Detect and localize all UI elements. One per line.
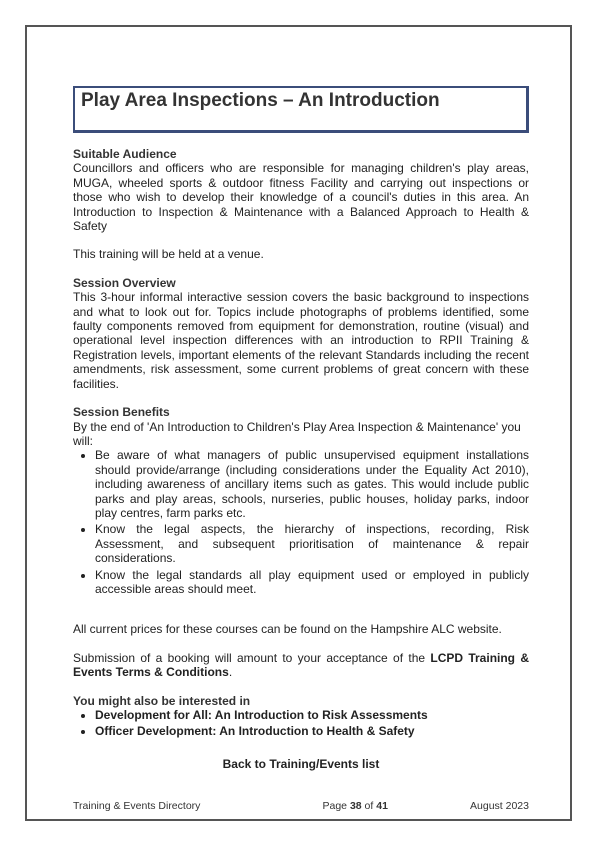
footer: [73, 800, 529, 812]
benefits-intro: By the end of 'An Introduction to Children's Play Area Inspection & Maintenance' you will:: [73, 419, 521, 448]
benefits-list: [73, 448, 529, 596]
interest-list: [73, 708, 529, 739]
booking-text-end: .: [228, 665, 233, 680]
page-of: of: [361, 800, 377, 812]
footer-title: Training & Events Directory: [73, 800, 201, 812]
audience-heading: Suitable Audience: [73, 147, 177, 161]
total-pages: 41: [376, 800, 388, 812]
back-link[interactable]: Back to Training/Events list: [222, 756, 380, 771]
page-number: [323, 800, 388, 812]
overview-heading: Session Overview: [73, 275, 176, 290]
overview-text: This 3-hour informal interactive session covers the basic background to inspections and what to look out for. Topics include photographs of problems identified, some faulty components removed from equipment for demonstration, routine (visual) and operational level inspection differences with an introduction to RPII Training & Registration levels, important elements of the relevant Standards including the recent amendments, risk assessment, some current problems of great concern with these facilities.: [73, 290, 529, 391]
booking-text: [73, 651, 529, 680]
title-box: [73, 86, 529, 133]
interest-heading: You might also be interested in: [73, 693, 251, 708]
page-title: Play Area Inspections – An Introduction: [81, 90, 440, 111]
related-course-link[interactable]: • Officer Development: An Introduction to Health & Safety: [95, 724, 529, 738]
venue-text: This training will be held at a venue.: [73, 247, 264, 262]
list-item: • Know the legal aspects, the hierarchy of inspections, recording, Risk Assessment, and subsequent prioritisation of maintenance & repair considerations.: [95, 522, 529, 565]
benefits-heading: Session Benefits: [73, 405, 170, 420]
prices-text: All current prices for these courses can be found on the Hampshire ALC website.: [73, 622, 502, 637]
audience-text: Councillors and officers who are responsible for managing children's play areas, MUGA, wheeled sports & outdoor fitness Facility and carrying out inspections or those who wish to develop their knowledge of a council's duties in this area. An Introduction to Inspection & Maintenance with a Balanced Approach to Health & Safety: [73, 161, 529, 234]
current-page: 38: [349, 800, 362, 812]
page-prefix: Page: [322, 800, 350, 812]
booking-text-body: Submission of a booking will amount to your acceptance of the: [73, 650, 431, 665]
list-item: • Be aware of what managers of public unsupervised equipment installations should provide/arrange (including considerations under the Equality Act 2010), including awareness of ancillary items such as gates. This would include public parks and play areas, schools, nurseries, public houses, holiday parks, indoor play centres, farm parks etc.: [95, 448, 529, 520]
related-course-link[interactable]: • Development for All: An Introduction to Risk Assessments: [95, 708, 529, 722]
terms-link[interactable]: LCPD Training & Events Terms & Conditions: [73, 650, 529, 680]
footer-date: August 2023: [470, 800, 529, 812]
list-item: • Know the legal standards all play equipment used or employed in publicly accessible areas should meet.: [95, 568, 529, 597]
